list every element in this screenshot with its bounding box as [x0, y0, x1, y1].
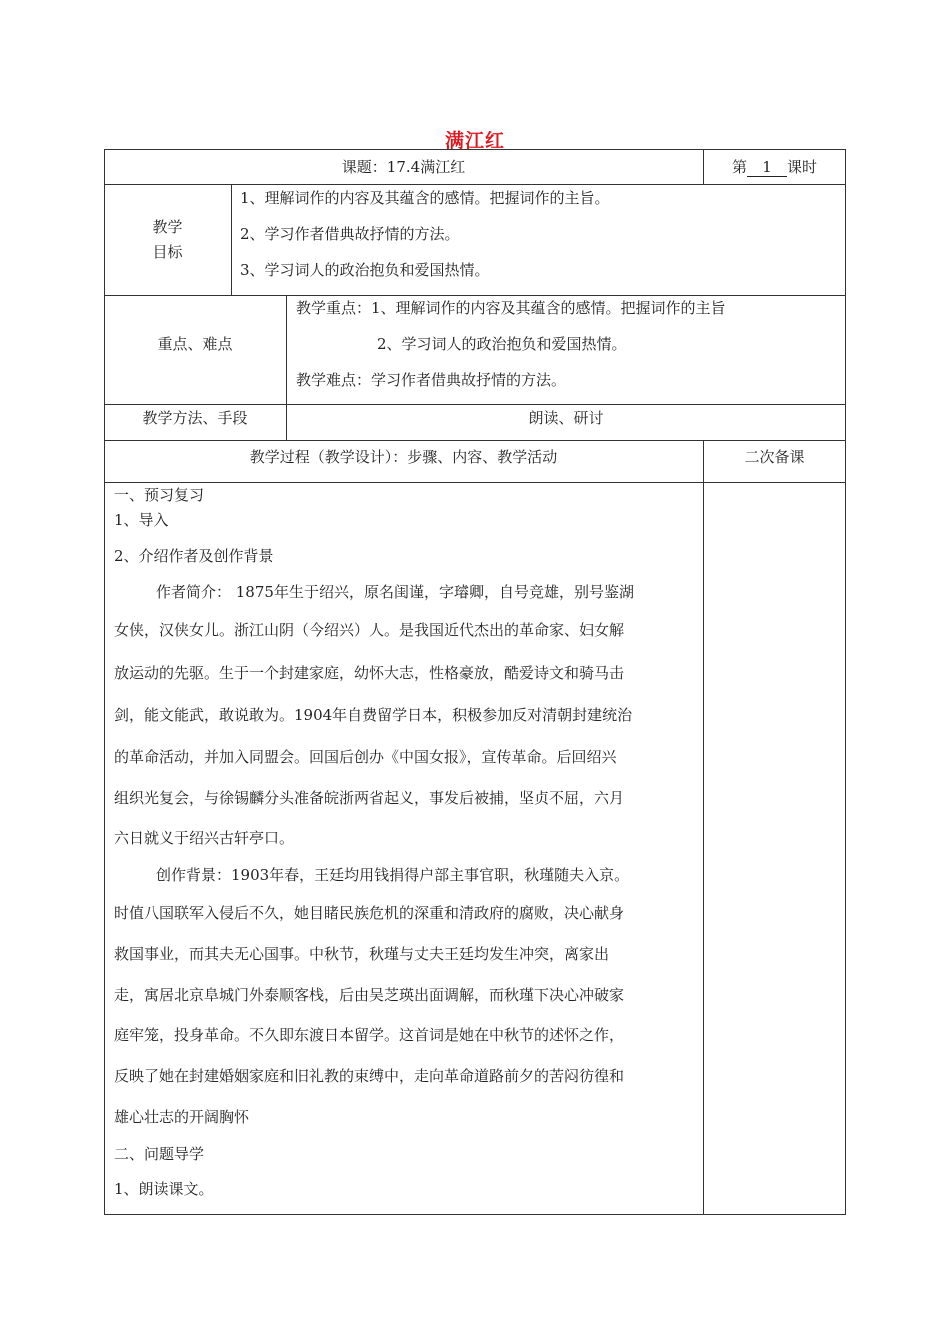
- body-line: 作者简介： 1875年生于绍兴，原名闺谨，字璿卿，自号竞雄，别号鉴湖: [156, 583, 634, 601]
- key-point-line: 教学重点：1、理解词作的内容及其蕴含的感情。把握词作的主旨: [296, 299, 726, 317]
- lesson-period: [703, 158, 846, 177]
- body-line: 剑，能文能武，敢说敢为。1904年自费留学日本，积极参加反对清朝封建统治: [114, 706, 633, 724]
- key-point-line: 教学难点：学习作者借典故抒情的方法。: [296, 371, 567, 389]
- body-line: 二、问题导学: [114, 1145, 205, 1163]
- period-prefix: 第: [731, 158, 747, 176]
- row-divider: [104, 482, 846, 483]
- row-divider: [104, 295, 846, 296]
- body-line: 一、预习复习: [114, 486, 205, 504]
- row-divider: [104, 440, 846, 441]
- body-line: 六日就义于绍兴古轩亭口。: [114, 829, 295, 847]
- body-line: 走，寓居北京阜城门外泰顺客栈，后由吴芝瑛出面调解，而秋瑾下决心冲破家: [114, 986, 625, 1004]
- document-title: 满江红: [444, 130, 505, 152]
- body-line: 1、朗读课文。: [114, 1180, 214, 1198]
- goal-item: 2、学习作者借典故抒情的方法。: [240, 225, 460, 243]
- goals-label-line2: 目标: [152, 243, 183, 261]
- column-divider: [231, 184, 232, 295]
- method-label: 教学方法、手段: [142, 409, 248, 427]
- process-header: 教学过程（教学设计）：步骤、内容、教学活动: [249, 448, 558, 466]
- period-suffix: 课时: [787, 158, 818, 176]
- body-line: 女侠，汉侠女儿。浙江山阴（今绍兴）人。是我国近代杰出的革命家、妇女解: [114, 621, 625, 639]
- goal-item: 1、理解词作的内容及其蕴含的感情。把握词作的主旨。: [240, 189, 610, 207]
- body-line: 救国事业，而其夫无心国事。中秋节，秋瑾与丈夫王廷均发生冲突，离家出: [114, 945, 610, 963]
- goals-label-line1: 教学: [152, 218, 183, 236]
- period-number: 1: [747, 158, 787, 177]
- column-divider: [703, 440, 704, 1215]
- method-value: 朗读、研讨: [528, 409, 604, 427]
- row-divider: [104, 184, 846, 185]
- body-line: 庭牢笼，投身革命。不久即东渡日本留学。这首词是她在中秋节的述怀之作，: [114, 1026, 625, 1044]
- key-points-label: 重点、难点: [157, 335, 233, 353]
- second-prep-header: 二次备课: [744, 448, 805, 466]
- body-line: 雄心壮志的开阔胸怀: [114, 1108, 250, 1126]
- key-point-line: 2、学习词人的政治抱负和爱国热情。: [377, 335, 627, 353]
- body-line: 时值八国联军入侵后不久，她目睹民族危机的深重和清政府的腐败，决心献身: [114, 904, 625, 922]
- body-line: 创作背景：1903年春，王廷均用钱捐得户部主事官职，秋瑾随夫入京。: [156, 866, 630, 884]
- body-line: 放运动的先驱。生于一个封建家庭，幼怀大志，性格豪放，酷爱诗文和骑马击: [114, 664, 625, 682]
- body-line: 反映了她在封建婚姻家庭和旧礼教的束缚中，走向革命道路前夕的苦闷彷徨和: [114, 1067, 625, 1085]
- goal-item: 3、学习词人的政治抱负和爱国热情。: [240, 261, 490, 279]
- row-divider: [104, 404, 846, 405]
- body-line: 1、导入: [114, 511, 169, 529]
- lesson-topic: 课题：17.4满江红: [341, 158, 466, 176]
- body-line: 2、介绍作者及创作背景: [114, 547, 274, 565]
- body-line: 的革命活动，并加入同盟会。回国后创办《中国女报》，宣传革命。后回绍兴: [114, 748, 617, 766]
- body-line: 组织光复会，与徐锡麟分头准备皖浙两省起义，事发后被捕，坚贞不屈，六月: [114, 789, 625, 807]
